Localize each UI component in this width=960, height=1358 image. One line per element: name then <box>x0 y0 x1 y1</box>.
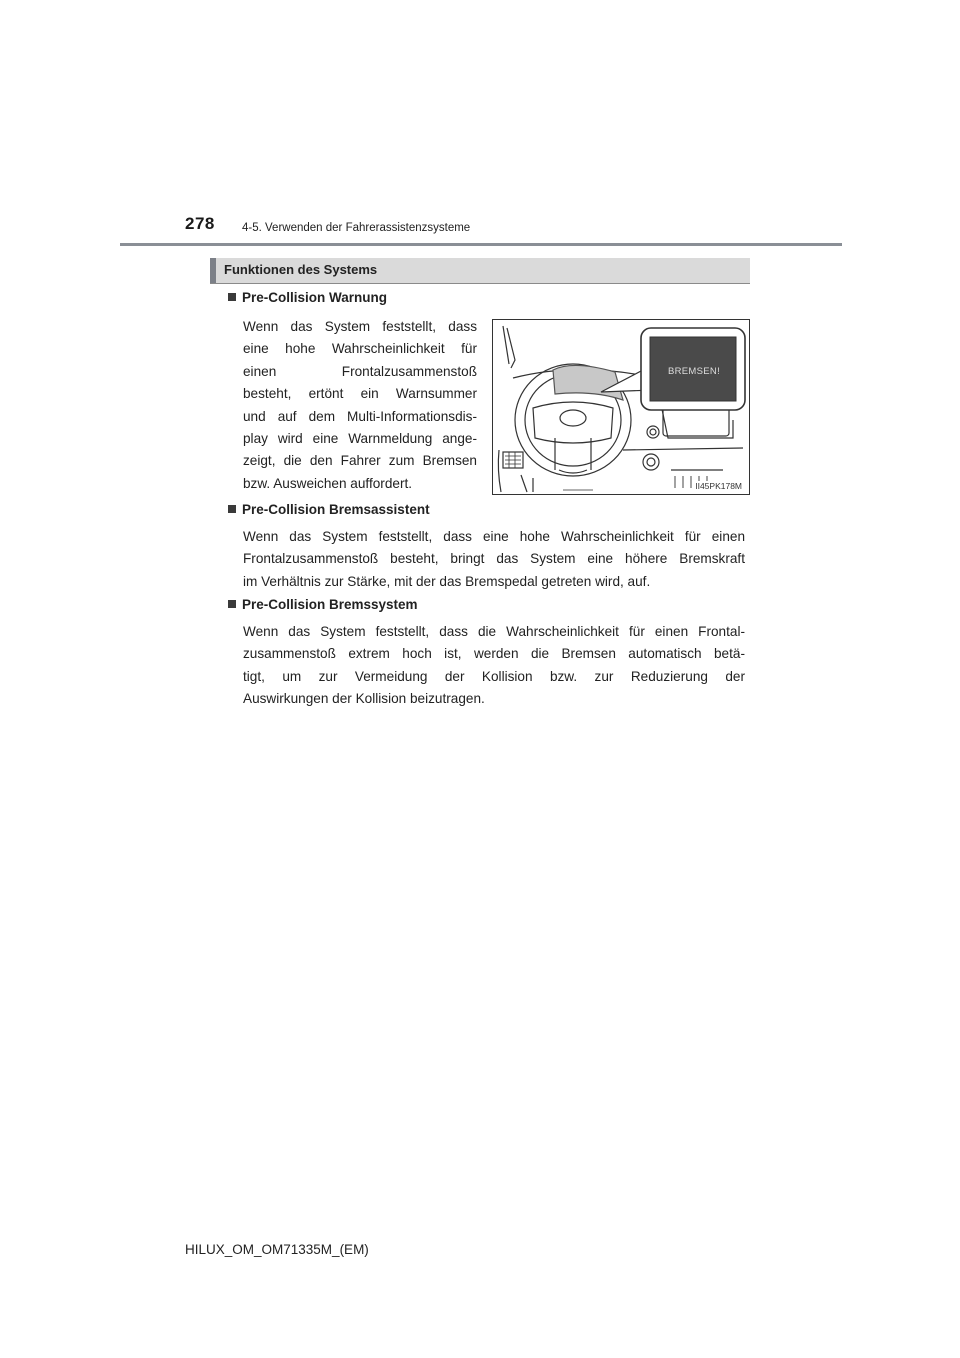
text-line: und auf dem Multi-Informationsdis- <box>243 408 477 424</box>
subheading-text: Pre-Collision Bremssystem <box>242 597 418 612</box>
paragraph-warnung <box>243 316 477 495</box>
dashboard-illustration <box>492 319 750 495</box>
text-line: play wird eine Warnmeldung ange- <box>243 431 477 447</box>
text-line: eine hohe Wahrscheinlichkeit für <box>243 341 477 357</box>
page-number: 278 <box>185 214 215 233</box>
subheading-pre-collision-bremsassistent <box>228 502 430 517</box>
subheading-text: Pre-Collision Bremsassistent <box>242 502 430 517</box>
paragraph-bremsassistent <box>243 526 745 593</box>
text-line: zeigt, die den Fahrer zum Bremsen <box>243 453 477 469</box>
section-header-accent <box>210 258 216 283</box>
section-header <box>210 258 750 284</box>
header-divider <box>120 243 842 246</box>
paragraph-bremssystem <box>243 621 745 711</box>
text-line: einen Frontalzusammenstoß <box>243 363 477 379</box>
text-line: zusammenstoß extrem hoch ist, werden die Bremsen automatisch betä- <box>243 646 745 662</box>
figure-id: II45PK178M <box>695 481 742 491</box>
square-bullet-icon <box>228 505 236 513</box>
section-title: Funktionen des Systems <box>224 262 378 277</box>
dashboard-drawing <box>493 320 750 495</box>
square-bullet-icon <box>228 293 236 301</box>
text-line: im Verhältnis zur Stärke, mit der das Bremspedal getreten wird, auf. <box>243 573 651 589</box>
text-line: bzw. Ausweichen auffordert. <box>243 475 413 491</box>
square-bullet-icon <box>228 600 236 608</box>
subheading-pre-collision-bremssystem <box>228 597 418 612</box>
text-line: Auswirkungen der Kollision beizutragen. <box>243 691 485 707</box>
text-line: Wenn das System feststellt, dass eine hohe Wahrscheinlichkeit für einen <box>243 529 745 544</box>
subheading-pre-collision-warnung <box>228 290 387 305</box>
text-line: tigt, um zur Vermeidung der Kollision bzw. zur Reduzierung der <box>243 668 745 684</box>
chapter-section-label: 4-5. Verwenden der Fahrerassistenzsysteme <box>242 222 471 234</box>
text-line: besteht, ertönt ein Warnsummer <box>243 386 477 402</box>
text-line: Wenn das System feststellt, dass die Wahrscheinlichkeit für einen Frontal- <box>243 624 745 639</box>
warning-message: BREMSEN! <box>667 366 721 377</box>
text-line: Frontalzusammenstoß besteht, bringt das System eine höhere Bremskraft <box>243 551 745 567</box>
subheading-text: Pre-Collision Warnung <box>242 290 387 305</box>
text-line: Wenn das System feststellt, dass <box>243 319 477 334</box>
footer-document-code: HILUX_OM_OM71335M_(EM) <box>185 1242 369 1257</box>
